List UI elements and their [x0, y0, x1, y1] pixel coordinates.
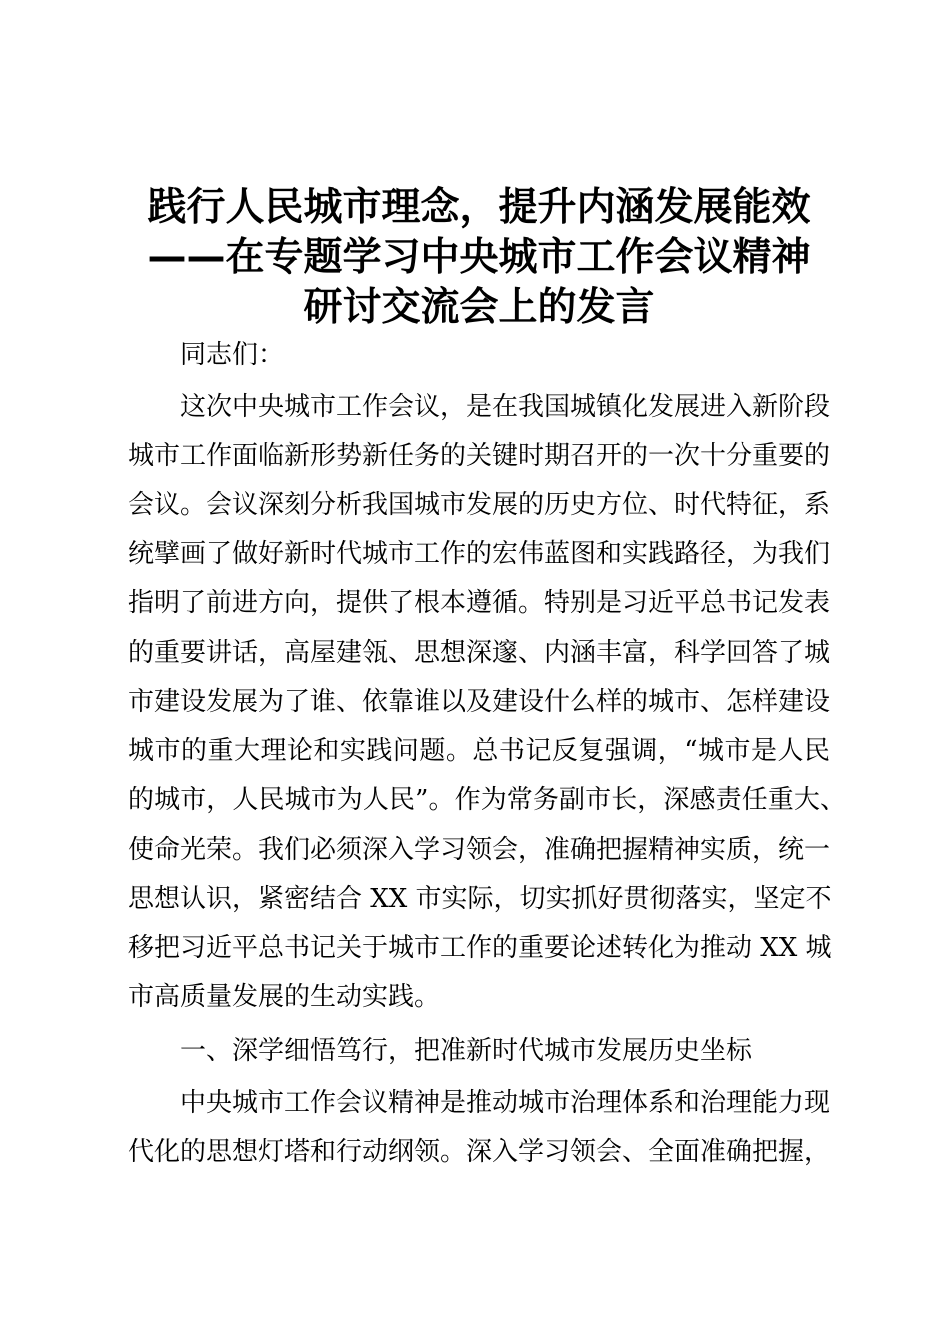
document-page: [128, 0, 846, 1344]
salutation: 同志们：: [180, 340, 285, 370]
paragraph-1-line-2: 城市工作面临新形势新任务的关键时期召开的一次十分重要的: [128, 441, 831, 471]
document-title-line-3: 研讨交流会上的发言: [303, 285, 655, 330]
paragraph-1-line-8: 城市的重大理论和实践问题。总书记反复强调，“城市是人民: [128, 736, 830, 766]
paragraph-1-line-5: 指明了前进方向，提供了根本遵循。特别是习近平总书记发表: [128, 588, 831, 618]
paragraph-2-line-2: 代化的思想灯塔和行动纲领。深入学习领会、全面准确把握，: [128, 1137, 831, 1167]
paragraph-1-line-11: 思想认识，紧密结合 XX 市实际，切实抓好贯彻落实，坚定不: [128, 884, 832, 914]
paragraph-1-line-4: 统擘画了做好新时代城市工作的宏伟蓝图和实践路径，为我们: [128, 539, 831, 569]
paragraph-1-line-13: 市高质量发展的生动实践。: [128, 982, 441, 1012]
document-title-line-1: 践行人民城市理念，提升内涵发展能效: [147, 185, 811, 230]
paragraph-1-line-3: 会议。会议深刻分析我国城市发展的历史方位、时代特征，系: [128, 490, 831, 520]
paragraph-1-line-12: 移把习近平总书记关于城市工作的重要论述转化为推动 XX 城: [128, 933, 832, 963]
paragraph-1-line-10: 使命光荣。我们必须深入学习领会，准确把握精神实质，统一: [128, 835, 831, 865]
paragraph-1-line-6: 的重要讲话，高屋建瓴、思想深邃、内涵丰富，科学回答了城: [128, 638, 831, 668]
paragraph-2-line-1: 中央城市工作会议精神是推动城市治理体系和治理能力现: [180, 1088, 831, 1118]
paragraph-1-line-9: 的城市，人民城市为人民”。作为常务副市长，深感责任重大、: [128, 785, 846, 815]
paragraph-1-line-1: 这次中央城市工作会议，是在我国城镇化发展进入新阶段: [180, 392, 831, 422]
section-1-heading: 一、深学细悟笃行，把准新时代城市发展历史坐标: [180, 1036, 753, 1066]
paragraph-1-line-7: 市建设发展为了谁、依靠谁以及建设什么样的城市、怎样建设: [128, 687, 831, 717]
document-title-line-2: ——在专题学习中央城市工作会议精神: [147, 235, 811, 280]
